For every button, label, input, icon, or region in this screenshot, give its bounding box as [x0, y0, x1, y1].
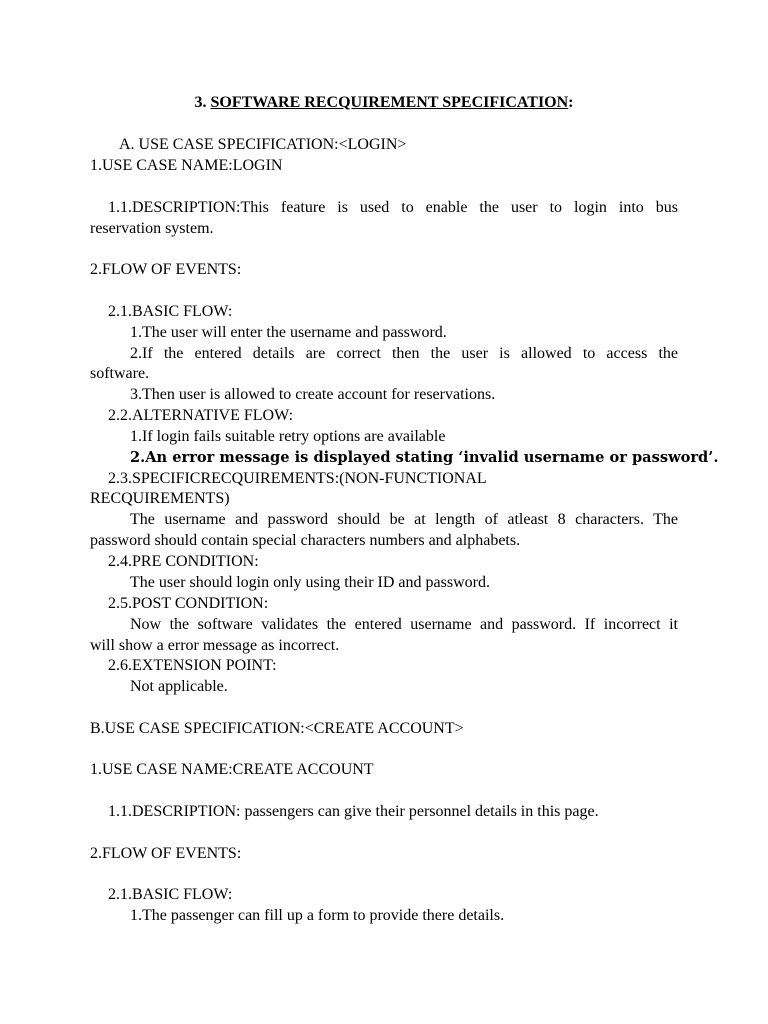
login-extension-point-heading: 2.6.EXTENSION POINT: [108, 657, 277, 674]
create-account-basic-flow-heading: 2.1.BASIC FLOW: [108, 886, 233, 903]
login-post-condition-heading: 2.5.POST CONDITION: [108, 595, 269, 612]
login-alternative-flow-step-1: 1.If login fails suitable retry options are available [130, 428, 446, 445]
create-account-basic-flow-step-1: 1.The passenger can fill up a form to provide there details. [130, 907, 505, 924]
login-specific-requirements-line-1: 2.3.SPECIFICRECQUIREMENTS:(NON-FUNCTIONAL [108, 470, 487, 487]
login-post-condition-text-line-2: will show a error message as incorrect. [90, 637, 340, 654]
section-a-heading: A. USE CASE SPECIFICATION:<LOGIN> [119, 136, 407, 153]
heading-number: 3. [194, 94, 207, 111]
login-description-line-1: 1.1.DESCRIPTION:This feature is used to enable the user to login into bus [108, 199, 678, 216]
document-page [90, 0, 719, 1024]
login-description-line-2: reservation system. [90, 220, 214, 237]
login-specific-requirements-line-2: RECQUIREMENTS) [90, 490, 230, 507]
login-alternative-flow-heading: 2.2.ALTERNATIVE FLOW: [108, 407, 294, 424]
login-basic-flow-heading: 2.1.BASIC FLOW: [108, 303, 233, 320]
login-basic-flow-step-3: 3.Then user is allowed to create account for reservations. [130, 386, 496, 403]
login-post-condition-text-line-1: Now the software validates the entered username and password. If incorrect it [130, 616, 678, 633]
login-basic-flow-step-2-line-1: 2.If the entered details are correct then the user is allowed to access the [130, 345, 678, 362]
login-requirements-text-line-2: password should contain special characters numbers and alphabets. [90, 532, 521, 549]
create-account-description: 1.1.DESCRIPTION: passengers can give their personnel details in this page. [108, 803, 599, 820]
create-account-use-case-name: 1.USE CASE NAME:CREATE ACCOUNT [90, 761, 374, 778]
heading-text: SOFTWARE RECQUIREMENT SPECIFICATION [210, 94, 569, 111]
login-extension-point-text: Not applicable. [130, 678, 228, 695]
login-requirements-text-line-1: The username and password should be at length of atleast 8 characters. The [130, 511, 678, 528]
login-basic-flow-step-1: 1.The user will enter the username and password. [130, 324, 447, 341]
section-b-heading: B.USE CASE SPECIFICATION:<CREATE ACCOUNT> [90, 720, 464, 737]
login-pre-condition-text: The user should login only using their ID and password. [130, 574, 490, 591]
login-pre-condition-heading: 2.4.PRE CONDITION: [108, 553, 259, 570]
create-account-flow-of-events: 2.FLOW OF EVENTS: [90, 845, 242, 862]
page-title [90, 93, 678, 114]
login-basic-flow-step-2-line-2: software. [90, 365, 150, 382]
heading-colon: : [568, 94, 574, 111]
login-use-case-name: 1.USE CASE NAME:LOGIN [90, 157, 283, 174]
login-flow-of-events: 2.FLOW OF EVENTS: [90, 261, 242, 278]
login-alternative-flow-step-2: 2.An error message is displayed stating ‘invalid username or password’. [130, 449, 719, 466]
